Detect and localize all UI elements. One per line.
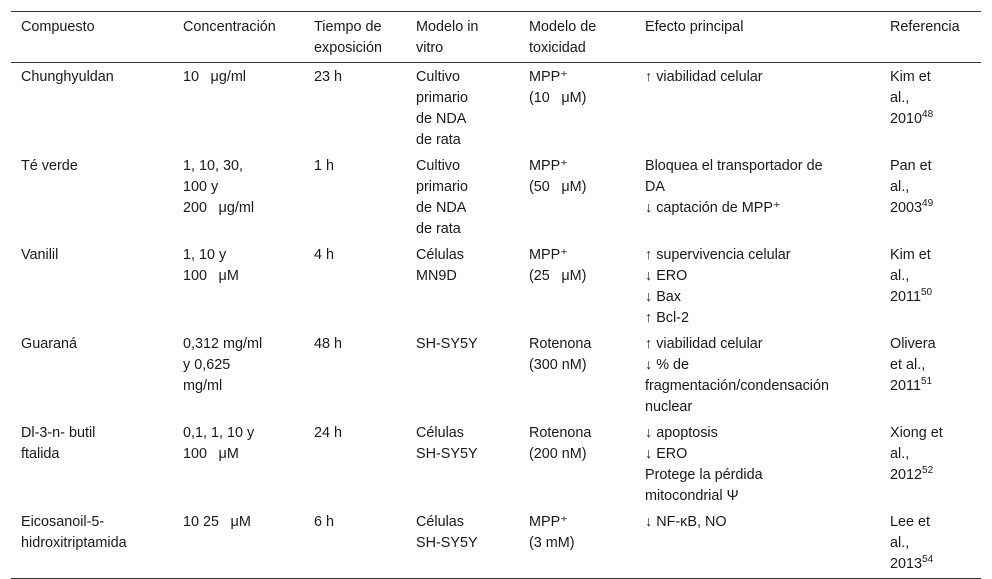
cell-efecto-principal [635, 508, 880, 579]
cell-compuesto [11, 330, 173, 419]
header-text: Concentración [183, 19, 276, 35]
cell-text: hidroxitriptamida [21, 535, 127, 551]
reference-year: 2012 [890, 467, 923, 483]
cell-text: 1, 10, 30, [183, 158, 244, 174]
cell-text: 1 h [314, 158, 335, 174]
cell-modelo-in-vitro [406, 330, 519, 419]
cell-text: ↑ supervivencia celular [645, 247, 791, 263]
cell-tiempo [304, 508, 406, 579]
table-body [11, 63, 981, 579]
cell-modelo-in-vitro [406, 508, 519, 579]
cell-text: ↑ Bcl-2 [645, 310, 689, 326]
cell-text: ↓ captación de MPP⁺ [645, 200, 781, 216]
reference-year-line [890, 554, 975, 575]
cell-compuesto [11, 508, 173, 579]
cell-text: MPP⁺ [529, 69, 568, 85]
cell-referencia [880, 63, 981, 153]
cell-compuesto [11, 241, 173, 330]
cell-concentracion [173, 152, 304, 241]
cell-text: ↓ NF-κB, NO [645, 514, 727, 530]
cell-text: ftalida [21, 446, 60, 462]
table-row [11, 241, 981, 330]
cell-text: 100 μM [183, 446, 239, 462]
reference-number[interactable]: 52 [922, 465, 934, 477]
cell-text: ↑ viabilidad celular [645, 336, 763, 352]
cell-referencia [880, 508, 981, 579]
reference-number[interactable]: 51 [920, 376, 933, 388]
cell-text: primario [416, 90, 468, 106]
cell-text: MPP⁺ [529, 514, 568, 530]
cell-text: 24 h [314, 425, 343, 441]
header-concentracion [173, 12, 304, 63]
cell-text: (3 mM) [529, 535, 575, 551]
reference-text: Kim et [890, 247, 931, 263]
reference-year-line [890, 376, 975, 397]
cell-text: Células [416, 247, 464, 263]
cell-text: Vanilil [21, 247, 59, 263]
header-text: vitro [416, 40, 444, 56]
header-text: Compuesto [21, 19, 95, 35]
table-row [11, 419, 981, 508]
reference-year: 2003 [890, 200, 923, 216]
cell-text: (300 nM) [529, 357, 587, 373]
cell-text: 6 h [314, 514, 335, 530]
header-text: Modelo de [529, 19, 597, 35]
cell-text: Células [416, 425, 464, 441]
header-tiempo [304, 12, 406, 63]
reference-text: Pan et [890, 158, 932, 174]
reference-number[interactable]: 48 [922, 109, 934, 121]
cell-text: 0,1, 1, 10 y [183, 425, 255, 441]
cell-text: ↓ Bax [645, 289, 681, 305]
reference-text: Xiong et [890, 425, 943, 441]
header-modelo-toxicidad [519, 12, 635, 63]
reference-text: al., [890, 90, 910, 106]
header-referencia [880, 12, 981, 63]
cell-text: Chunghyuldan [21, 69, 114, 85]
cell-efecto-principal [635, 152, 880, 241]
cell-modelo-toxicidad [519, 419, 635, 508]
cell-tiempo [304, 63, 406, 153]
cell-modelo-toxicidad [519, 63, 635, 153]
table-row [11, 330, 981, 419]
cell-compuesto [11, 63, 173, 153]
header-text: toxicidad [529, 40, 586, 56]
header-text: Modelo in [416, 19, 479, 35]
reference-text: al., [890, 535, 910, 551]
cell-text: 200 μg/ml [183, 200, 255, 216]
cell-text: SH-SY5Y [416, 336, 478, 352]
cell-text: de NDA [416, 200, 467, 216]
reference-text: al., [890, 179, 910, 195]
cell-text: MPP⁺ [529, 247, 568, 263]
reference-year-line [890, 109, 975, 130]
cell-text: ↑ viabilidad celular [645, 69, 763, 85]
cell-efecto-principal [635, 419, 880, 508]
cell-text: (10 μM) [529, 90, 587, 106]
cell-text: Células [416, 514, 464, 530]
cell-compuesto [11, 419, 173, 508]
cell-text: de rata [416, 132, 461, 148]
cell-efecto-principal [635, 241, 880, 330]
reference-number[interactable]: 49 [922, 198, 934, 210]
cell-concentracion [173, 508, 304, 579]
cell-text: DA [645, 179, 665, 195]
cell-concentracion [173, 241, 304, 330]
cell-text: 100 y [183, 179, 219, 195]
cell-text: 1, 10 y [183, 247, 227, 263]
cell-modelo-in-vitro [406, 152, 519, 241]
cell-text: ↓ ERO [645, 446, 688, 462]
cell-text: primario [416, 179, 468, 195]
cell-text: mitocondrial Ψ [645, 488, 739, 504]
cell-text: Bloquea el transportador de [645, 158, 823, 174]
cell-referencia [880, 419, 981, 508]
cell-text: (200 nM) [529, 446, 587, 462]
cell-referencia [880, 241, 981, 330]
cell-text: Dl-3-n- butil [21, 425, 96, 441]
cell-tiempo [304, 241, 406, 330]
cell-efecto-principal [635, 63, 880, 153]
cell-text: Cultivo [416, 158, 460, 174]
table-row [11, 508, 981, 579]
cell-tiempo [304, 152, 406, 241]
reference-number[interactable]: 54 [922, 554, 934, 566]
header-row [11, 12, 981, 63]
cell-concentracion [173, 330, 304, 419]
cell-concentracion [173, 63, 304, 153]
cell-text: ↓ apoptosis [645, 425, 718, 441]
cell-concentracion [173, 419, 304, 508]
table-row [11, 63, 981, 153]
cell-modelo-in-vitro [406, 241, 519, 330]
header-modelo-in-vitro [406, 12, 519, 63]
cell-text: 100 μM [183, 268, 239, 284]
cell-efecto-principal [635, 330, 880, 419]
cell-text: Té verde [21, 158, 78, 174]
table-row [11, 152, 981, 241]
reference-text: Olivera [890, 336, 936, 352]
cell-text: mg/ml [183, 378, 223, 394]
cell-text: 23 h [314, 69, 343, 85]
header-text: Efecto principal [645, 19, 744, 35]
cell-modelo-toxicidad [519, 330, 635, 419]
cell-text: ↓ % de [645, 357, 689, 373]
reference-year: 2010 [890, 111, 923, 127]
cell-text: (25 μM) [529, 268, 587, 284]
cell-text: 4 h [314, 247, 335, 263]
cell-text: Guaraná [21, 336, 78, 352]
reference-year-line [890, 198, 975, 219]
cell-text: de rata [416, 221, 461, 237]
cell-text: y 0,625 [183, 357, 231, 373]
reference-text: et al., [890, 357, 926, 373]
cell-text: SH-SY5Y [416, 446, 478, 462]
cell-text: Eicosanoil-5- [21, 514, 105, 530]
cell-modelo-toxicidad [519, 241, 635, 330]
reference-text: Lee et [890, 514, 931, 530]
cell-modelo-in-vitro [406, 419, 519, 508]
reference-text: al., [890, 446, 910, 462]
cell-text: 48 h [314, 336, 343, 352]
reference-text: Kim et [890, 69, 931, 85]
reference-year-line [890, 465, 975, 486]
cell-text: SH-SY5Y [416, 535, 478, 551]
cell-tiempo [304, 419, 406, 508]
header-text: Tiempo de [314, 19, 382, 35]
cell-text: 0,312 mg/ml [183, 336, 263, 352]
cell-text: Rotenona [529, 336, 592, 352]
reference-year: 2011 [890, 378, 921, 394]
cell-text: nuclear [645, 399, 693, 415]
header-efecto-principal [635, 12, 880, 63]
cell-text: (50 μM) [529, 179, 587, 195]
reference-year-line [890, 287, 975, 308]
header-compuesto [11, 12, 173, 63]
reference-text: al., [890, 268, 910, 284]
cell-modelo-in-vitro [406, 63, 519, 153]
header-text: Referencia [890, 19, 960, 35]
table-header [11, 12, 981, 63]
cell-text: Protege la pérdida [645, 467, 763, 483]
reference-year: 2011 [890, 289, 921, 305]
cell-text: MPP⁺ [529, 158, 568, 174]
cell-compuesto [11, 152, 173, 241]
cell-tiempo [304, 330, 406, 419]
reference-number[interactable]: 50 [920, 287, 933, 299]
cell-text: ↓ ERO [645, 268, 688, 284]
header-text: exposición [314, 40, 382, 56]
cell-text: de NDA [416, 111, 467, 127]
cell-referencia [880, 330, 981, 419]
cell-modelo-toxicidad [519, 508, 635, 579]
cell-referencia [880, 152, 981, 241]
cell-text: 10 μg/ml [183, 69, 247, 85]
cell-text: fragmentación/condensación [645, 378, 830, 394]
data-table [11, 11, 981, 579]
cell-text: Rotenona [529, 425, 592, 441]
cell-modelo-toxicidad [519, 152, 635, 241]
cell-text: 10 25 μM [183, 514, 251, 530]
reference-year: 2013 [890, 556, 923, 572]
cell-text: MN9D [416, 268, 457, 284]
cell-text: Cultivo [416, 69, 460, 85]
